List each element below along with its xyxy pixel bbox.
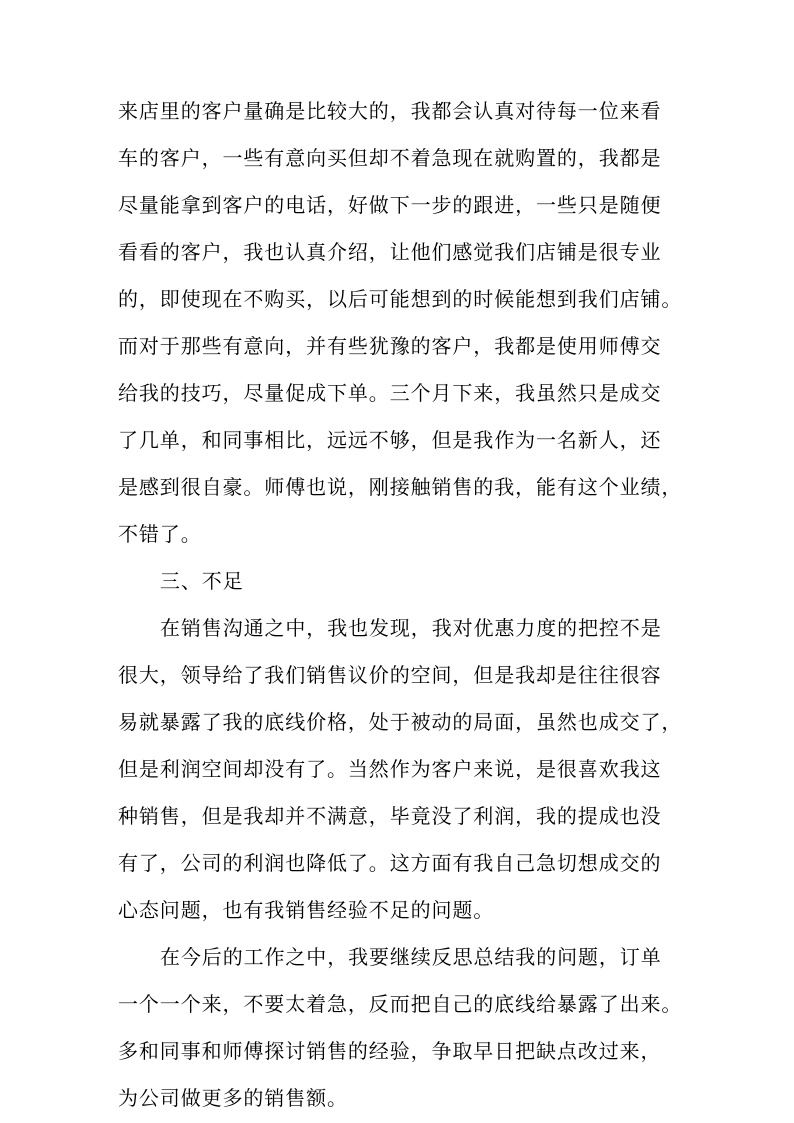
paragraph-line: 但是利润空间却没有了。当然作为客户来说，是很喜欢我这 (118, 757, 662, 781)
paragraph-line: 而对于那些有意向，并有些犹豫的客户，我都是使用师傅交 (118, 334, 662, 358)
paragraph-line: 易就暴露了我的底线价格，处于被动的局面，虽然也成交了， (118, 710, 683, 734)
paragraph-line: 心态问题，也有我销售经验不足的问题。 (118, 898, 495, 922)
paragraph-line: 是感到很自豪。师傅也说，刚接触销售的我，能有这个业绩， (118, 475, 683, 499)
paragraph-line: 在今后的工作之中，我要继续反思总结我的问题，订单 (160, 945, 662, 969)
paragraph-line: 在销售沟通之中，我也发现，我对优惠力度的把控不是 (160, 616, 662, 640)
paragraph-line: 为公司做更多的销售额。 (118, 1086, 348, 1110)
paragraph-line: 一个一个来，不要太着急，反而把自己的底线给暴露了出来。 (118, 992, 683, 1016)
paragraph-line: 了几单，和同事相比，远远不够，但是我作为一名新人，还 (118, 428, 662, 452)
paragraph-line: 看看的客户，我也认真介绍，让他们感觉我们店铺是很专业 (118, 240, 662, 264)
paragraph-line: 的，即使现在不购买，以后可能想到的时候能想到我们店铺。 (118, 287, 683, 311)
paragraph-line: 不错了。 (118, 522, 202, 546)
paragraph-line: 车的客户，一些有意向买但却不着急现在就购置的，我都是 (118, 146, 662, 170)
paragraph-line: 给我的技巧，尽量促成下单。三个月下来，我虽然只是成交 (118, 381, 662, 405)
paragraph-line: 有了，公司的利润也降低了。这方面有我自己急切想成交的 (118, 851, 662, 875)
paragraph-line: 来店里的客户量确是比较大的，我都会认真对待每一位来看 (118, 99, 662, 123)
paragraph-line: 多和同事和师傅探讨销售的经验，争取早日把缺点改过来， (118, 1039, 662, 1063)
paragraph-line: 尽量能拿到客户的电话，好做下一步的跟进，一些只是随便 (118, 193, 662, 217)
paragraph-line: 种销售，但是我却并不满意，毕竟没了利润，我的提成也没 (118, 804, 662, 828)
section-heading: 三、不足 (160, 569, 244, 593)
paragraph-line: 很大，领导给了我们销售议价的空间，但是我却是往往很容 (118, 663, 662, 687)
